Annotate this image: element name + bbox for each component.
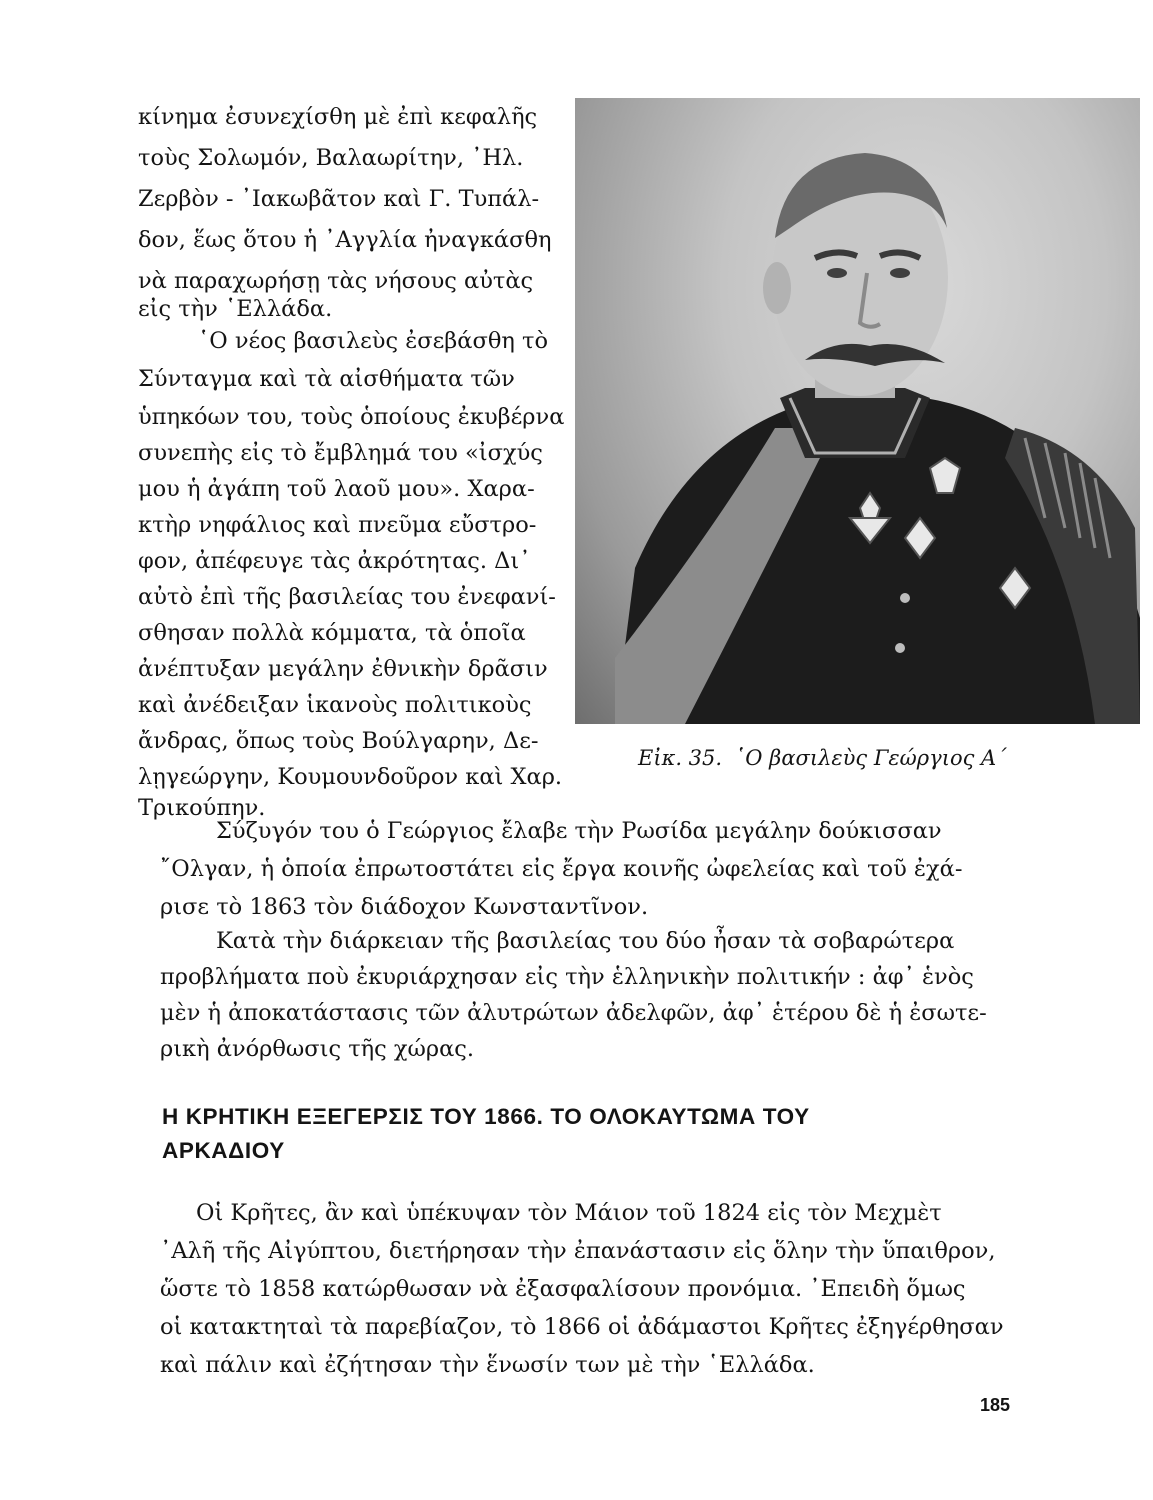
section-text-line: Οἱ Κρῆτες, ἂν καὶ ὑπέκυψαν τὸν Μάιον τοῦ 1824 εἰς τὸν Μεχμὲτ (196, 1200, 942, 1226)
column-text-line: ἄνδρας, ὅπως τοὺς Βούλγαρην, Δε- (138, 728, 539, 754)
caption-number: Εἰκ. 35. (638, 746, 723, 770)
column-text-line: Σύνταγμα καὶ τὰ αἰσθήματα τῶν (138, 366, 515, 392)
section-text-line: καὶ πάλιν καὶ ἐζήτησαν τὴν ἕνωσίν των μὲ τὴν ῾Ελλάδα. (160, 1352, 815, 1378)
body-text-line: Σύζυγόν του ὁ Γεώργιος ἔλαβε τὴν Ρωσίδα μεγάλην δούκισσαν (216, 818, 942, 844)
body-text-line: προβλήματα ποὺ ἐκυριάρχησαν εἰς τὴν ἑλληνικὴν πολιτικήν : ἀφ᾿ ἑνὸς (160, 964, 974, 990)
caption-title: ῾Ο βασιλεὺς Γεώργιος Α΄ (734, 746, 1007, 770)
column-text-line: ὑπηκόων του, τοὺς ὁποίους ἐκυβέρνα (138, 404, 565, 430)
body-text-line: ρισε τὸ 1863 τὸν διάδοχον Κωνσταντῖνον. (160, 894, 649, 920)
column-text-line: κτὴρ νηφάλιος καὶ πνεῦμα εὔστρο- (138, 512, 537, 538)
section-heading: ΑΡΚΑΔΙΟΥ (162, 1138, 285, 1163)
section-text-line: οἱ κατακτηταὶ τὰ παρεβίαζον, τὸ 1866 οἱ ἀδάμαστοι Κρῆτες ἐξηγέρθησαν (160, 1314, 1004, 1340)
column-text-line: σθησαν πολλὰ κόμματα, τὰ ὁποῖα (138, 620, 526, 646)
column-text-line: νὰ παραχωρήσῃ τὰς νήσους αὐτὰς (138, 268, 534, 294)
column-text-line: φον, ἀπέφευγε τὰς ἀκρότητας. Δι᾿ (138, 548, 531, 574)
column-text-line: εἰς τὴν ῾Ελλάδα. (138, 296, 333, 322)
figure-caption (638, 746, 1007, 770)
column-text-line: τοὺς Σολωμόν, Βαλαωρίτην, ᾿Ηλ. (138, 145, 524, 171)
portrait-photo (575, 98, 1140, 724)
king-george-portrait (575, 98, 1140, 724)
column-text-line: συνεπὴς εἰς τὸ ἔμβλημά του «ἰσχύς (138, 440, 543, 466)
section-text-line: ὥστε τὸ 1858 κατώρθωσαν νὰ ἐξασφαλίσουν προνόμια. ᾿Επειδὴ ὅμως (160, 1276, 966, 1302)
body-text-line: ῎Ολγαν, ἡ ὁποία ἐπρωτοστάτει εἰς ἔργα κοινῆς ὠφελείας καὶ τοῦ ἐχά- (160, 856, 963, 882)
body-text-line: μὲν ἡ ἀποκατάστασις τῶν ἀλυτρώτων ἀδελφῶν, ἀφ᾿ ἑτέρου δὲ ἡ ἐσωτε- (160, 1000, 987, 1026)
section-text-line: ᾿Αλῆ τῆς Αἰγύπτου, διετήρησαν τὴν ἐπανάστασιν εἰς ὅλην τὴν ὕπαιθρον, (160, 1238, 996, 1264)
column-text-line: μου ἡ ἀγάπη τοῦ λαοῦ μου». Χαρα- (138, 476, 535, 502)
column-text-line: ἀνέπτυξαν μεγάλην ἐθνικὴν δρᾶσιν (138, 656, 548, 682)
column-text-line: κίνημα ἐσυνεχίσθη μὲ ἐπὶ κεφαλῆς (138, 104, 538, 130)
body-text-line: ρικὴ ἀνόρθωσις τῆς χώρας. (160, 1036, 475, 1062)
page-number: 185 (980, 1395, 1011, 1415)
body-text-line: Κατὰ τὴν διάρκειαν τῆς βασιλείας του δύο ἦσαν τὰ σοβαρώτερα (216, 928, 955, 954)
column-text-line: Ζερβὸν - ᾿Ιακωβᾶτον καὶ Γ. Τυπάλ- (138, 186, 540, 212)
column-text-line: Τρικούπην. (138, 795, 266, 821)
column-text-line: δον, ἕως ὅτου ἡ ᾿Αγγλία ἠναγκάσθη (138, 227, 552, 253)
column-text-line: ῾Ο νέος βασιλεὺς ἐσεβάσθη τὸ (198, 328, 549, 354)
section-heading: Η ΚΡΗΤΙΚΗ ΕΞΕΓΕΡΣΙΣ ΤΟΥ 1866. ΤΟ ΟΛΟΚΑΥΤΩΜΑ ΤΟΥ (162, 1104, 810, 1129)
column-text-line: καὶ ἀνέδειξαν ἱκανοὺς πολιτικοὺς (138, 692, 532, 718)
column-text-line: λῃγεώργην, Κουμουνδοῦρον καὶ Χαρ. (138, 764, 563, 790)
column-text-line: αὐτὸ ἐπὶ τῆς βασιλείας του ἐνεφανί- (138, 584, 556, 610)
